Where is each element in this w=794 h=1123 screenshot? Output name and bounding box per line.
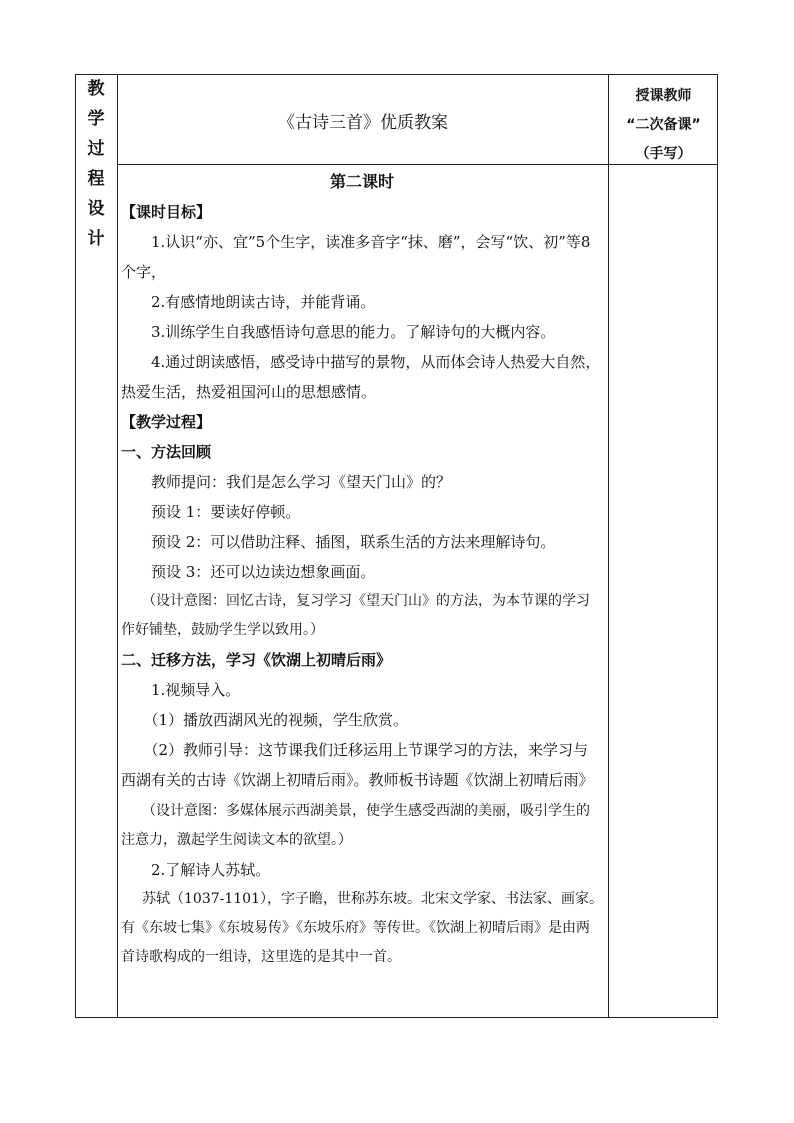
lesson-content xyxy=(121,167,603,972)
poet-biography: 苏轼（1037-1101），字子瞻，世称苏东坡。北宋文学家、书法家、画家。有《东坡七集》《东坡易传》《东坡乐府》等传世。《饮湖上初晴后雨》是由两首诗歌构成的一组诗，这里选的是其中一首。 xyxy=(121,891,603,965)
part2-heading: 二、迁移方法，学习《饮湖上初晴后雨》 xyxy=(121,651,392,669)
section-title: 第二课时 xyxy=(329,172,394,191)
goal-item: 3.训练学生自我感悟诗句意思的能力。了解诗句的大概内容。 xyxy=(151,323,556,341)
goals-heading: 【课时目标】 xyxy=(121,203,212,221)
part2-substep: （1）播放西湖风光的视频，学生欣赏。 xyxy=(143,711,409,729)
right-header-line3: （手写） xyxy=(635,146,692,162)
part1-line: 教师提问：我们是怎么学习《望天门山》的？ xyxy=(151,473,452,491)
part2-step: 1.视频导入。 xyxy=(151,681,241,699)
goal-item: 2.有感情地朗读古诗，并能背诵。 xyxy=(151,293,376,311)
document-title: 《古诗三首》优质教案 xyxy=(278,113,448,133)
right-header-line1: 授课教师 xyxy=(635,88,692,104)
table-border-top xyxy=(75,74,718,75)
part2-step: 2.了解诗人苏轼。 xyxy=(151,861,271,879)
table-border-bottom xyxy=(75,1017,718,1018)
part1-line: 预设 3：还可以边读边想象画面。 xyxy=(151,563,376,581)
side-label-char: 过 xyxy=(87,139,105,159)
table-border-right xyxy=(717,74,718,1018)
part1-heading: 一、方法回顾 xyxy=(121,443,212,461)
table-border-inner-left xyxy=(117,74,118,1018)
side-label-char: 学 xyxy=(87,109,105,129)
process-heading: 【教学过程】 xyxy=(121,413,212,431)
right-column-header xyxy=(610,82,717,169)
table-border-inner-right xyxy=(608,74,609,1018)
goal-item: 4.通过朗读感悟，感受诗中描写的景物，从而体会诗人热爱大自然，热爱生活，热爱祖国河山的思想感情。 xyxy=(121,353,601,401)
side-label-char: 教 xyxy=(87,79,105,99)
design-note: （设计意图：回忆古诗，复习学习《望天门山》的方法，为本节课的学习作好铺垫，鼓励学生学以致用。） xyxy=(121,593,590,638)
part2-substep: （2）教师引导：这节课我们迁移运用上节课学习的方法，来学习与西湖有关的古诗《饮湖上初晴后雨》。教师板书诗题《饮湖上初晴后雨》 xyxy=(121,741,594,789)
design-note: （设计意图：多媒体展示西湖美景，使学生感受西湖的美丽，吸引学生的注意力，激起学生阅读文本的欲望。） xyxy=(121,803,590,848)
part1-line: 预设 1：要读好停顿。 xyxy=(151,503,301,521)
side-label xyxy=(76,74,116,254)
goal-item: 1.认识“亦、宜”5个生字，读准多音字“抹、磨”，会写“饮、初”等8个字， xyxy=(121,233,591,281)
part1-line: 预设 2：可以借助注释、插图，联系生活的方法来理解诗句。 xyxy=(151,533,556,551)
right-header-line2: “二次备课” xyxy=(626,117,701,133)
side-label-char: 设 xyxy=(87,199,105,219)
side-label-char: 程 xyxy=(87,169,105,189)
side-label-char: 计 xyxy=(87,229,105,249)
